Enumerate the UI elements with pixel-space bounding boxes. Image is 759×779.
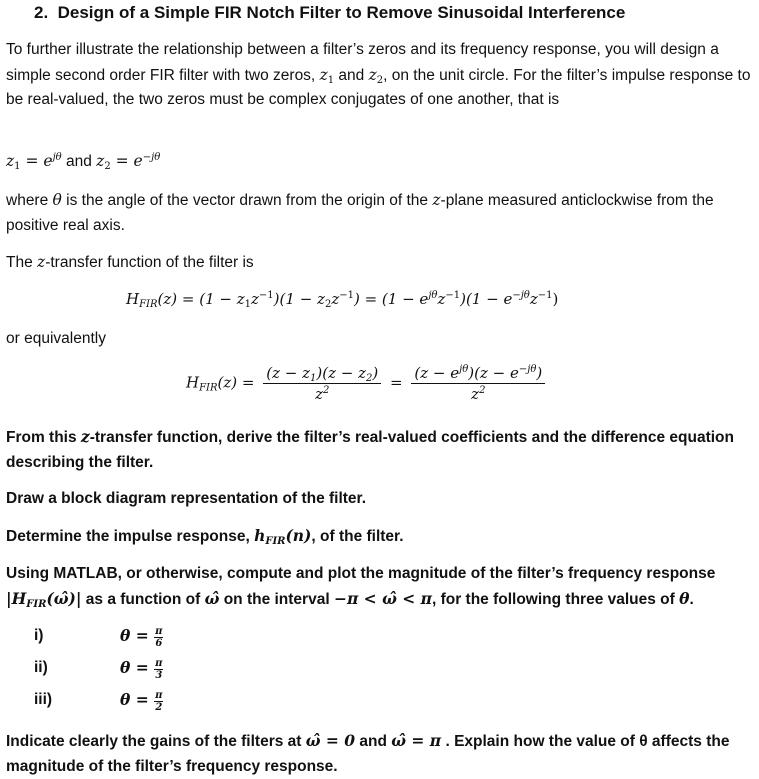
fraction-exponentials: $\frac{(z - e^{j\theta})(z - e^{-j\theta})}{z^2}$ <box>411 364 545 403</box>
or-equivalently: or equivalently <box>6 330 106 347</box>
task-impulse-response: Determine the impulse response, $h_{FIR}(n)$, of the filter. <box>6 526 404 547</box>
task-frequency-response: Using MATLAB, or otherwise, compute and plot the magnitude of the filter’s frequency response $|H_{FIR}(\omegâ)|$ as a function of ω̂ on the interval −π < ω̂ < π, for the following three values of θ. <box>6 565 716 610</box>
task-gains-explanation: Indicate clearly the gains of the filters at ω̂ = 0 and ω̂ = π . Explain how the value of θ affects the magnitude of the filter’s frequency response. <box>6 731 730 775</box>
intro-paragraph: To further illustrate the relationship between a filter’s zeros and its frequency response, you will design a simple second order FIR filter with two zeros, $z_1$ and $z_2$, on the unit circle. For the filter’s impulse response to be real-valued, the two zeros must be complex conjugates of one another, that is <box>6 41 751 108</box>
task-block-diagram: Draw a block diagram representation of the filter. <box>6 490 367 507</box>
fraction-form-equation: $H_{FIR}(z)$ = $\frac{(z - z_1)(z - z_2)}{z^2}$ = $\frac{(z - e^{j\theta})(z - e^{-j\theta})}{z^2}$ <box>186 364 549 403</box>
page: 2. Design of a Simple FIR Notch Filter to Remove Sinusoidal Interference To further illustrate the relationship between a filter’s zeros and its frequency response, you will design a simple second order FIR filter with two zeros, $z_1$ and $z_2$, on the unit circle. For the filter’s impulse response to be real-valued, the two zeros must be complex conjugates of one another, that is $z_1 = e^{j\theta}$ and $z_2 = e^{-j\theta}$ where θ is the angle of the vector drawn from the origin of the z-plane measured anticlockwise from the positive real axis. The z-transfer function of the filter is $H_{FIR}(z) = (1 - z_1z^{-1})(1 - z_2z^{-1}) = (1 - e^{j\theta}z^{-1})(1 - e^{-j\theta}z^{-1})$ or equivalently $H_{FIR}(z)$ = $\frac{(z - z_1)(z - z_2)}{z^2}$ = $\frac{(z - e^{j\theta})(z - e^{-j\theta})}{z^2}$ From this z-transfer function, derive the filter’s real-valued coefficients and the difference equation describing the filter. Draw a block diagram representation of the filter. Determine the impulse response, $h_{FIR}(n)$, of the filter. Using MATLAB, or otherwise, compute and plot the magnitude of the filter’s frequency response $|H_{FIR}(\omegâ)|$ as a function of ω̂ on the interval −π < ω̂ < π, for the following three values of θ. i) θ = $\frac{\pi}{6}$ ii) θ = $\frac{\pi}{3}$ iii) θ = $\frac{\pi}{2}$ Indicate clearly the gains of the filters at ω̂ = 0 and ω̂ = π . Explain how the value of θ affects the magnitude of the filter’s frequency response. <box>0 0 759 778</box>
task-derive-coefficients: From this z-transfer function, derive the filter’s real-valued coefficients and the difference equation describing the filter. <box>6 427 734 471</box>
fraction-zeros: $\frac{(z - z_1)(z - z_2)}{z^2}$ <box>263 364 381 403</box>
transfer-function-intro: The z-transfer function of the filter is <box>6 253 254 271</box>
zeros-equation: $z_1 = e^{j\theta}$ and $z_2 = e^{-j\theta}$ <box>6 152 161 172</box>
angle-definition-paragraph: where θ is the angle of the vector drawn from the origin of the z-plane measured anticlockwise from the positive real axis. <box>6 191 714 234</box>
section-heading: 2. Design of a Simple FIR Notch Filter to Remove Sinusoidal Interference <box>34 3 626 22</box>
product-form-equation: $H_{FIR}(z) = (1 - z_1z^{-1})(1 - z_2z^{-1}) = (1 - e^{j\theta}z^{-1})(1 - e^{-j\theta}z^{-1})$ <box>126 290 559 310</box>
